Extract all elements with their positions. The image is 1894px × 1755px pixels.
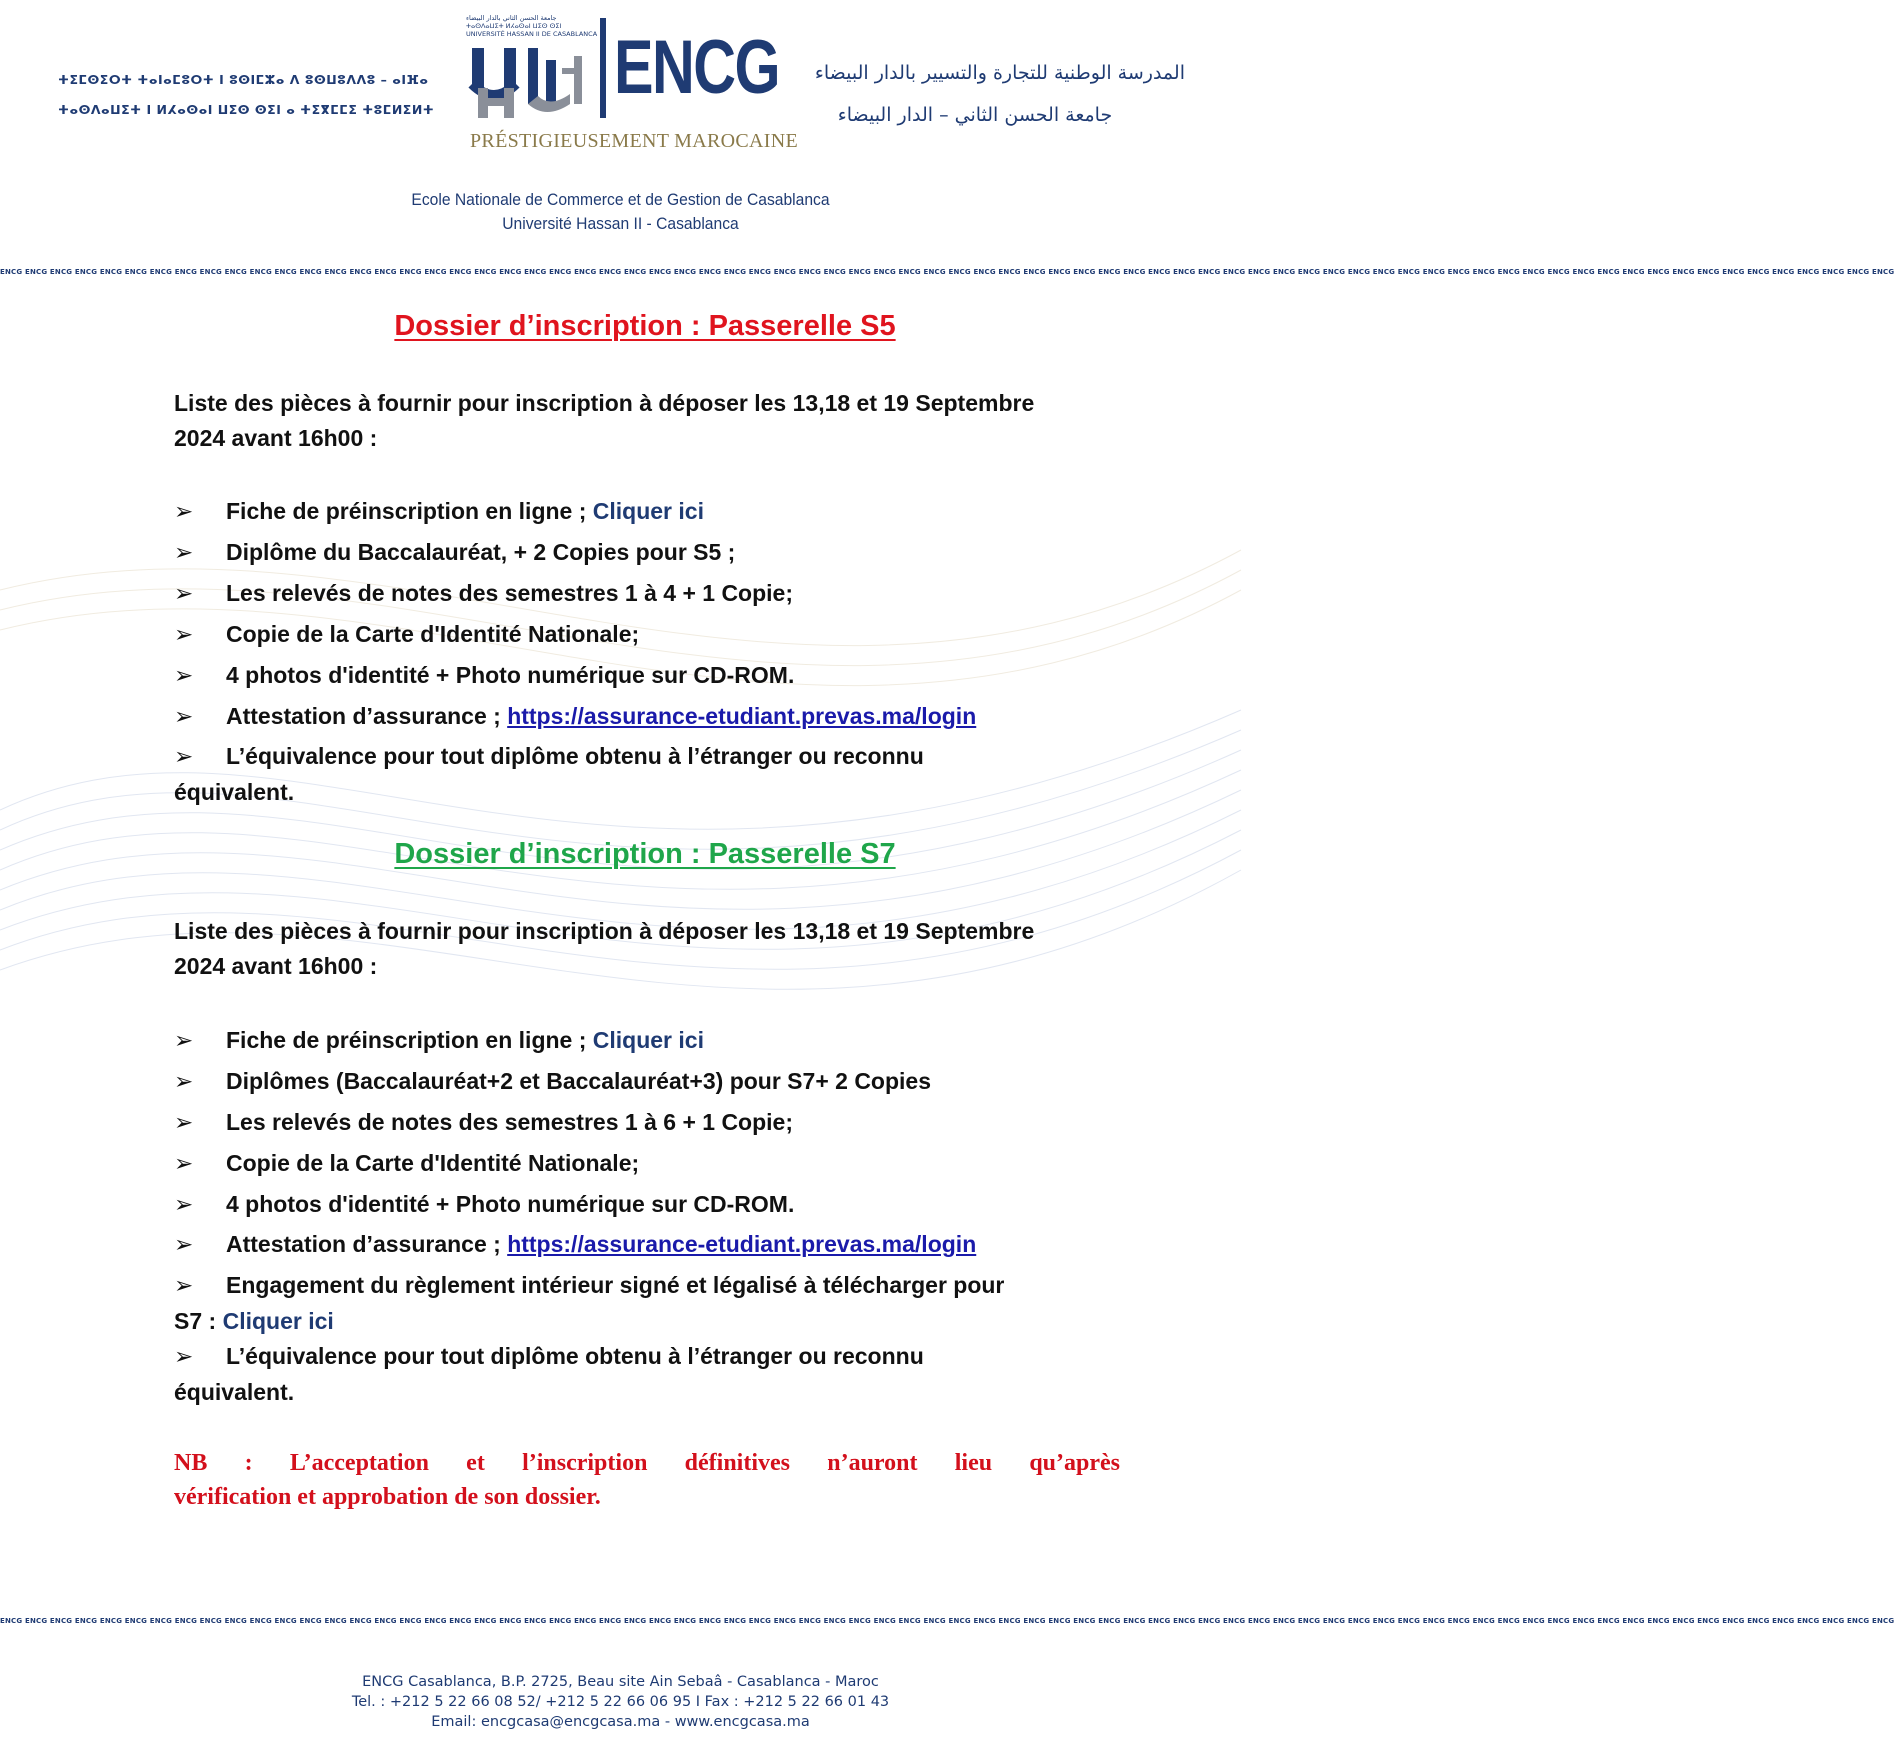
bottom-encg-band: ENCG ENCG ENCG ENCG ENCG ENCG ENCG ENCG ENCG ENCG ENCG ENCG ENCG ENCG ENCG ENCG ENCG ENCG ENCG ENCG ENCG ENCG ENCG ENCG ENCG ENCG ENCG ENCG ENCG ENCG ENCG ENCG ENCG ENCG ENCG ENCG ENCG ENCG ENCG ENCG ENCG ENCG ENCG ENCG ENCG ENCG ENCG ENCG ENCG ENCG ENCG ENCG ENCG ENCG ENCG ENCG ENCG ENCG ENCG ENCG ENCG ENCG ENCG ENCG ENCG ENCG ENCG ENCG ENCG ENCG ENCG ENCG ENCG ENCG ENCG ENCG	[0, 1617, 1894, 1625]
logo-slogan: PRÉSTIGIEUSEMENT MAROCAINE	[470, 130, 798, 152]
nb-line1: NB : L’acceptation et l’inscription définitives n’auront lieu qu’après	[174, 1450, 1120, 1476]
item-text: Diplômes (Baccalauréat+2 et Baccalauréat+3) pour S7+ 2 Copies	[226, 1068, 932, 1094]
item-text: Fiche de préinscription en ligne ;	[226, 498, 593, 524]
s5-intro-line2: 2024 avant 16h00 :	[174, 425, 378, 451]
item-text: L’équivalence pour tout diplôme obtenu à l’étranger ou reconnu	[226, 743, 924, 769]
s7-item-diplomes	[174, 1063, 1124, 1099]
bullet-arrow-icon: ➢	[174, 1231, 194, 1257]
item-text: L’équivalence pour tout diplôme obtenu à l’étranger ou reconnu	[226, 1343, 924, 1369]
bullet-arrow-icon: ➢	[174, 539, 194, 565]
s7-item-releves	[174, 1104, 1124, 1140]
cliquer-ici-link[interactable]: Cliquer ici	[592, 498, 704, 524]
logo-top-latin: UNIVERSITÉ HASSAN II DE CASABLANCA	[466, 30, 598, 38]
university-name: Université Hassan II - Casablanca	[502, 214, 739, 233]
nb-line2: vérification et approbation de son dossier.	[174, 1484, 601, 1510]
footer-phone: Tel. : +212 5 22 66 08 52/ +212 5 22 66 06 95 I Fax : +212 5 22 66 01 43	[351, 1694, 890, 1710]
bullet-arrow-icon: ➢	[174, 1109, 194, 1135]
bullet-arrow-icon: ➢	[174, 1272, 194, 1298]
item-text: Copie de la Carte d'Identité Nationale;	[226, 621, 640, 647]
bullet-arrow-icon: ➢	[174, 662, 194, 688]
s5-item-bac	[174, 534, 1124, 570]
arabic-university-name: جامعة الحسن الثاني – الدار البيضاء	[837, 104, 1113, 126]
item-text-continued: équivalent.	[174, 1379, 295, 1405]
item-text: Diplôme du Baccalauréat, + 2 Copies pour S5 ;	[226, 539, 736, 565]
arabic-school-name: المدرسة الوطنية للتجارة والتسيير بالدار البيضاء	[814, 62, 1185, 84]
bullet-arrow-icon: ➢	[174, 1191, 194, 1217]
item-text: 4 photos d'identité + Photo numérique sur CD-ROM.	[226, 662, 795, 688]
footer-address: ENCG Casablanca, B.P. 2725, Beau site Ain Sebaâ - Casablanca - Maroc	[362, 1674, 879, 1690]
logo-wordmark: ENCG	[614, 25, 780, 110]
s7-item-equivalence	[174, 1338, 1124, 1410]
item-text-continued: équivalent.	[174, 779, 295, 805]
bullet-arrow-icon: ➢	[174, 1343, 194, 1369]
tifinagh-university: ⵜⴰⵙⴷⴰⵡⵉⵜ ⵏ ⵍⵃⴰⵙⴰⵏ ⵡⵉⵙ ⵙⵉⵏ ⴰ ⵜⵉⴳⵎⵎⵉ ⵜⵓⵎⵍⵉⵍⵜ	[58, 102, 435, 117]
item-text: Attestation d’assurance ;	[226, 1231, 508, 1257]
cliquer-ici-link[interactable]: Cliquer ici	[222, 1308, 334, 1334]
tifinagh-name: ⵜⵉⵎⵙⵉⵔⵜ ⵜⴰⵏⴰⵎⵓⵔⵜ ⵏ ⵓⵙⵏⵎⵣⴰ ⴷ ⵓⵙⵡⵓⴷⴷⵓ – ⴰⵏⴼⴰ	[58, 72, 429, 87]
s7-item-cin	[174, 1145, 1124, 1181]
s7-intro-line1: Liste des pièces à fournir pour inscription à déposer les 13,18 et 19 Septembre	[174, 918, 1035, 944]
s7-item-assurance	[174, 1226, 1124, 1262]
s5-item-assurance	[174, 698, 1124, 734]
s7-intro	[174, 914, 1124, 984]
bullet-arrow-icon: ➢	[174, 703, 194, 729]
logo-top-text	[466, 14, 606, 38]
s5-item-releves	[174, 575, 1124, 611]
s7-heading: Dossier d’inscription : Passerelle S7	[394, 838, 896, 870]
bullet-arrow-icon: ➢	[174, 1027, 194, 1053]
bullet-arrow-icon: ➢	[174, 743, 194, 769]
bullet-arrow-icon: ➢	[174, 1068, 194, 1094]
item-text: Les relevés de notes des semestres 1 à 4 + 1 Copie;	[226, 580, 793, 606]
s5-heading: Dossier d’inscription : Passerelle S5	[394, 310, 896, 342]
s7-item-photos	[174, 1186, 1124, 1222]
item-text: Engagement du règlement intérieur signé et légalisé à télécharger pour	[226, 1272, 1005, 1298]
assurance-link[interactable]: https://assurance-etudiant.prevas.ma/login	[507, 1231, 977, 1257]
school-name: Ecole Nationale de Commerce et de Gestion de Casablanca	[411, 190, 830, 209]
nb-note	[174, 1446, 1120, 1514]
top-encg-band: ENCG ENCG ENCG ENCG ENCG ENCG ENCG ENCG ENCG ENCG ENCG ENCG ENCG ENCG ENCG ENCG ENCG ENCG ENCG ENCG ENCG ENCG ENCG ENCG ENCG ENCG ENCG ENCG ENCG ENCG ENCG ENCG ENCG ENCG ENCG ENCG ENCG ENCG ENCG ENCG ENCG ENCG ENCG ENCG ENCG ENCG ENCG ENCG ENCG ENCG ENCG ENCG ENCG ENCG ENCG ENCG ENCG ENCG ENCG ENCG ENCG ENCG ENCG ENCG ENCG ENCG ENCG ENCG ENCG ENCG ENCG ENCG ENCG ENCG ENCG ENCG	[0, 268, 1894, 276]
item-text: Attestation d’assurance ;	[226, 703, 508, 729]
assurance-link[interactable]: https://assurance-etudiant.prevas.ma/login	[507, 703, 977, 729]
s7-item-preinscription	[174, 1022, 1124, 1058]
s5-item-cin	[174, 616, 1124, 652]
s5-item-preinscription	[174, 493, 1124, 529]
cliquer-ici-link[interactable]: Cliquer ici	[592, 1027, 704, 1053]
logo-top-arabic: جامعة الحسن الثاني بالدار البيضاء	[466, 14, 557, 22]
item-text: Les relevés de notes des semestres 1 à 6 + 1 Copie;	[226, 1109, 793, 1135]
item-text: 4 photos d'identité + Photo numérique sur CD-ROM.	[226, 1191, 795, 1217]
item-text: Copie de la Carte d'Identité Nationale;	[226, 1150, 640, 1176]
footer-contact[interactable]: Email: encgcasa@encgcasa.ma - www.encgcasa.ma	[431, 1714, 810, 1730]
s5-intro	[174, 386, 1124, 456]
footer	[0, 1672, 1241, 1732]
bullet-arrow-icon: ➢	[174, 580, 194, 606]
bullet-arrow-icon: ➢	[174, 1150, 194, 1176]
bullet-arrow-icon: ➢	[174, 621, 194, 647]
university-logo-icon	[470, 46, 594, 120]
item-text-continued: S7 :	[174, 1308, 223, 1334]
s5-item-photos	[174, 657, 1124, 693]
logo-divider	[600, 18, 606, 118]
s7-intro-line2: 2024 avant 16h00 :	[174, 953, 378, 979]
s5-item-equivalence	[174, 738, 1124, 810]
s7-item-engagement	[174, 1267, 1124, 1339]
bullet-arrow-icon: ➢	[174, 498, 194, 524]
s5-intro-line1: Liste des pièces à fournir pour inscription à déposer les 13,18 et 19 Septembre	[174, 390, 1035, 416]
item-text: Fiche de préinscription en ligne ;	[226, 1027, 593, 1053]
logo-top-tifinagh: ⵜⴰⵙⴷⴰⵡⵉⵜ ⵍⵃⴰⵙⴰⵏ ⵡⵉⵙ ⵙⵉⵏ	[466, 22, 562, 30]
